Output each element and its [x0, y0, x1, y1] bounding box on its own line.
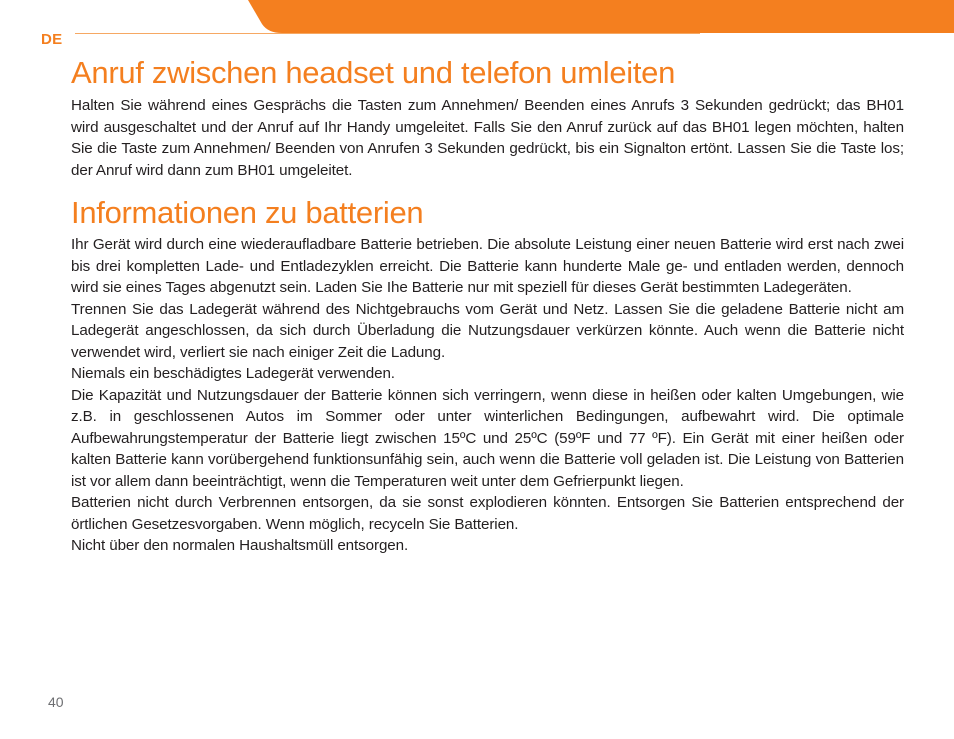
section-heading: Anruf zwischen headset und telefon umleiten — [71, 55, 676, 90]
paragraph: Batterien nicht durch Verbrennen entsorgen, da sie sonst explodieren könnten. Entsorgen Sie Batterien entsprechend der örtlichen Gesetzesvorgaben. Wenn möglich, recyceln Sie Batterien. — [71, 494, 904, 533]
paragraph: Die Kapazität und Nutzungsdauer der Batterie können sich verringern, wenn diese in heißen oder kalten Umgebungen, wie z.B. in geschlossenen Autos im Sommer oder unter winterlichen Bedingungen, aufbewahrt wird. Die optimale Aufbewahrungstemperatur der Batterie liegt zwischen 15ºC und 25ºC (59ºF und 77 ºF). Ein Gerät mit einer heißen oder kalten Batterie kann vorübergehend funktionsunfähig sein, auch wenn die Batterie voll geladen ist. Die Leistung von Batterien ist vor allem dann beeinträchtigt, wenn die Temperaturen weit unter dem Gefrierpunkt liegen. — [71, 386, 904, 490]
paragraph: Halten Sie während eines Gesprächs die Tasten zum Annehmen/ Beenden eines Anrufs 3 Sekunden gedrückt; das BH01 wird ausgeschaltet und der Anruf auf Ihr Handy umgeleitet. Falls Sie den Anruf zurück auf das BH01 legen möchten, halten Sie die Taste zum Annehmen/ Beenden von Anrufen 3 Sekunden gedrückt, bis ein Signalton ertönt. Lassen Sie die Taste los; der Anruf wird dann zum BH01 umgeleitet. — [71, 97, 904, 179]
paragraph: Trennen Sie das Ladegerät während des Nichtgebrauchs vom Gerät und Netz. Lassen Sie die geladene Batterie nicht am Ladegerät angeschlossen, da sich durch Überladung die Nutzungsdauer verkürzen könnte. Auch wenn die Batterie nicht verwendet wird, verliert sie nach einiger Zeit die Ladung. — [71, 300, 904, 361]
header-accent-bar — [0, 0, 954, 34]
section-call-transfer — [71, 53, 904, 181]
section-battery-information — [71, 193, 904, 557]
header-accent-shape — [0, 0, 954, 34]
paragraph: Nicht über den normalen Haushaltsmüll entsorgen. — [71, 537, 409, 554]
paragraph: Ihr Gerät wird durch eine wiederaufladbare Batterie betrieben. Die absolute Leistung einer neuen Batterie wird erst nach zwei bis drei kompletten Lade- und Entladezyklen erreicht. Die Batterie kann hunderte Male ge- und entladen werden, dennoch wird sie eines Tages abgenutzt sein. Laden Sie Ihe Batterie nur mit speziell für dieses Gerät bestimmten Ladegeräten. — [71, 236, 904, 296]
page-number: 40 — [48, 694, 64, 710]
page-content — [71, 53, 904, 557]
language-tag: DE — [41, 31, 63, 48]
section-heading: Informationen zu batterien — [71, 195, 424, 230]
paragraph: Niemals ein beschädigtes Ladegerät verwenden. — [71, 365, 395, 382]
